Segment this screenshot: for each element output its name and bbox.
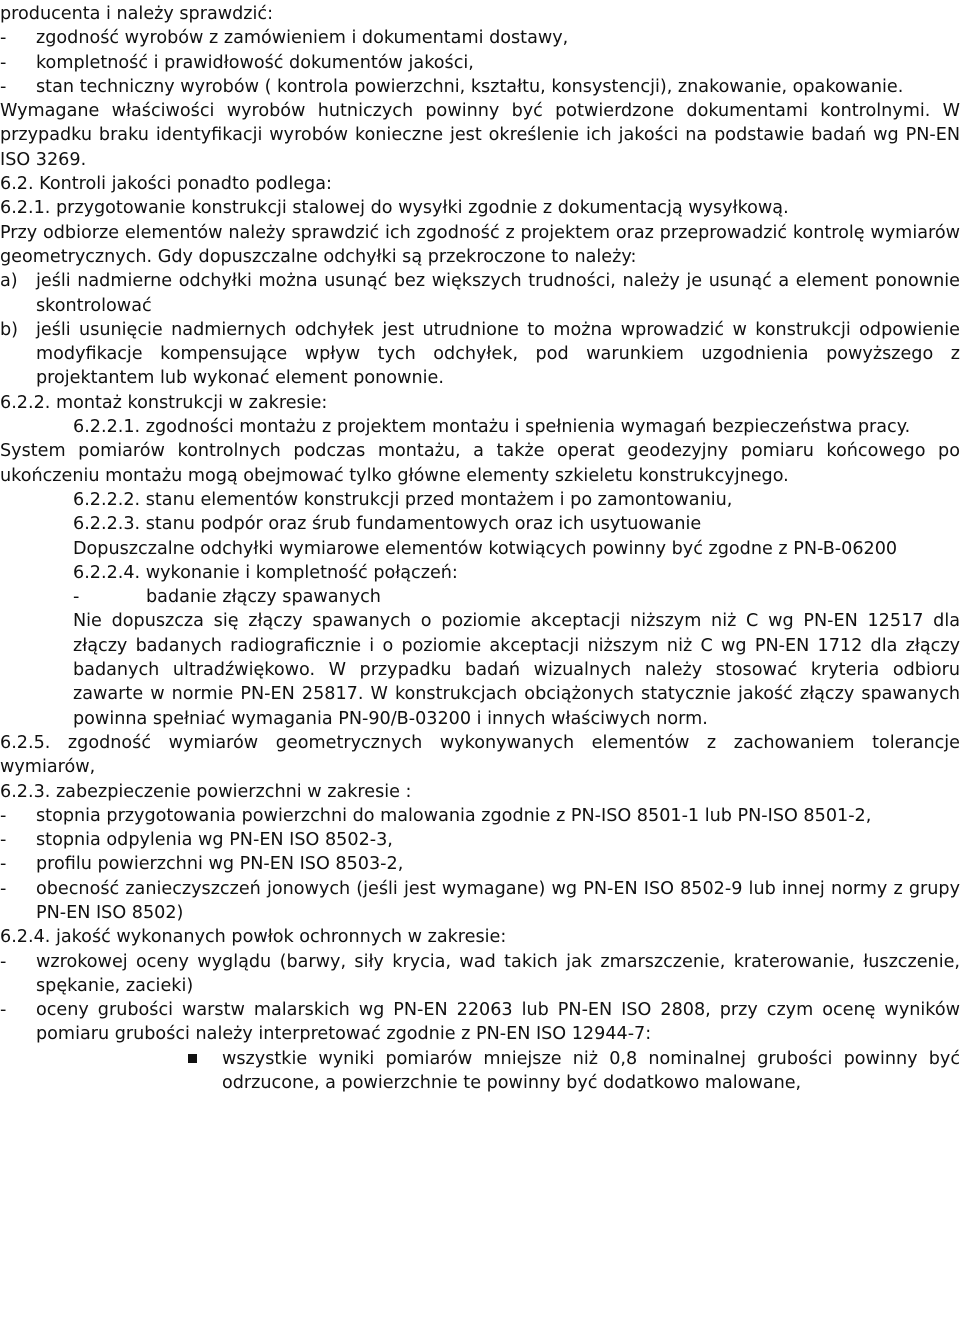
list-marker: a) bbox=[0, 271, 18, 292]
list-dash: - bbox=[0, 830, 7, 851]
paragraph-properties: Wymagane właściwości wyrobów hutniczych powinny być potwierdzone dokumentami kontrolnymi. W przypadku braku identyfikacji wyrobów konieczne jest określenie ich jakości na podstawie badań wg PN-EN ISO 3269. bbox=[0, 101, 960, 170]
list-item-text: kompletność i prawidłowość dokumentów jakości, bbox=[36, 52, 474, 73]
list-item-text: stopnia odpylenia wg PN-EN ISO 8502-3, bbox=[36, 830, 393, 851]
paragraph-6-2-5: 6.2.5. zgodność wymiarów geometrycznych wykonywanych elementów z zachowaniem tolerancje wymiarów, bbox=[0, 732, 960, 778]
list-item-text: badanie złączy spawanych bbox=[146, 587, 381, 608]
list-item-text: zgodność wyrobów z zamówieniem i dokumentami dostawy, bbox=[36, 28, 569, 49]
list-item bbox=[0, 75, 960, 99]
list-item-text: oceny grubości warstw malarskich wg PN-EN 22063 lub PN-EN ISO 2808, przy czym ocenę wyników pomiaru grubości należy interpretować zgodnie z PN-EN ISO 12944-7: bbox=[36, 1000, 960, 1045]
list-item-text: jeśli usunięcie nadmiernych odchyłek jest utrudnione to można wprowadzić w konstrukcji odpowienie modyfikacje kompensujące wpływ tych odchyłek, pod warunkiem uzgodnienia powyższego z projektantem lub wykonać element ponownie. bbox=[36, 319, 960, 389]
list-item bbox=[0, 269, 960, 318]
list-item-text: stan techniczny wyrobów ( kontrola powierzchni, kształtu, konsystencji), znakowanie, opakowanie. bbox=[36, 76, 904, 97]
list-dash: - bbox=[0, 854, 7, 875]
paragraph-intro: producenta i należy sprawdzić: bbox=[0, 4, 274, 24]
list-dash: - bbox=[0, 52, 7, 73]
list-item-text: wzrokowej oceny wyglądu (barwy, siły krycia, wad takich jak zmarszczenie, kraterowanie, łuszczenie, spękanie, zacieki) bbox=[36, 951, 960, 996]
list-item bbox=[0, 585, 960, 609]
list-marker: b) bbox=[0, 319, 19, 340]
list-dash: - bbox=[0, 1000, 7, 1021]
list-item bbox=[0, 950, 960, 999]
list-item bbox=[0, 51, 960, 75]
list-dash: - bbox=[0, 951, 7, 972]
section-heading-6-2-4: 6.2.4. jakość wykonanych powłok ochronnych w zakresie: bbox=[0, 927, 507, 948]
section-heading-6-2-3: 6.2.3. zabezpieczenie powierzchni w zakresie : bbox=[0, 781, 412, 802]
list-item bbox=[0, 318, 960, 391]
paragraph-anchors: Dopuszczalne odchyłki wymiarowe elementów kotwiących powinny być zgodne z PN-B-06200 bbox=[73, 538, 898, 559]
list-dash: - bbox=[0, 76, 7, 97]
paragraph-6-2-2-2: 6.2.2.2. stanu elementów konstrukcji przed montażem i po zamontowaniu, bbox=[73, 489, 733, 510]
paragraph-6-2-2-4: 6.2.2.4. wykonanie i kompletność połączeń: bbox=[73, 562, 458, 583]
section-heading-6-2-1: 6.2.1. przygotowanie konstrukcji stalowej do wysyłki zgodnie z dokumentacją wysyłkową. bbox=[0, 198, 789, 219]
list-item bbox=[0, 804, 960, 828]
list-item-text: wszystkie wyniki pomiarów mniejsze niż 0,8 nominalnej grubości powinny być odrzucone, a powierzchnie te powinny być dodatkowo malowane, bbox=[222, 1048, 960, 1094]
list-item-text: jeśli nadmierne odchyłki można usunąć bez większych trudności, należy je usunąć a element ponownie skontrolować bbox=[36, 271, 960, 316]
list-item bbox=[0, 877, 960, 926]
section-heading-6-2-2: 6.2.2. montaż konstrukcji w zakresie: bbox=[0, 392, 328, 413]
list-item-text: stopnia przygotowania powierzchni do malowania zgodnie z PN-ISO 8501-1 lub PN-ISO 8501-2, bbox=[36, 805, 872, 826]
paragraph-measurements: System pomiarów kontrolnych podczas montażu, a także operat geodezyjny pomiaru końcowego po ukończeniu montażu mogą obejmować tylko główne elementy szkieletu konstrukcyjnego. bbox=[0, 441, 960, 486]
paragraph-acceptance: Przy odbiorze elementów należy sprawdzić ich zgodność z projektem oraz przeprowadzić kontrolę wymiarów geometrycznych. Gdy dopuszczalne odchyłki są przekroczone to należy: bbox=[0, 222, 960, 267]
list-item-text: profilu powierzchni wg PN-EN ISO 8503-2, bbox=[36, 854, 404, 875]
list-dash: - bbox=[0, 805, 7, 826]
list-item-text: obecność zanieczyszczeń jonowych (jeśli jest wymagane) wg PN-EN ISO 8502-9 lub innej normy z grupy PN-EN ISO 8502) bbox=[36, 878, 960, 923]
list-dash: - bbox=[0, 28, 7, 49]
section-heading-6-2: 6.2. Kontroli jakości ponadto podlega: bbox=[0, 174, 332, 195]
list-item bbox=[0, 26, 960, 50]
paragraph-6-2-2-3: 6.2.2.3. stanu podpór oraz śrub fundamentowych oraz ich usytuowanie bbox=[73, 514, 702, 535]
list-dash: - bbox=[73, 587, 80, 608]
list-item bbox=[0, 828, 960, 852]
list-item bbox=[0, 852, 960, 876]
paragraph-welds: Nie dopuszcza się złączy spawanych o poziomie akceptacji niższym niż C wg PN-EN 12517 dla złączy badanych radiograficznie i o poziomie akceptacji niższym niż C wg PN-EN 1712 dla złączy badanych ultradźwiękowo. W przypadku badań wizualnych należy stosować kryteria odbioru zawarte w normie PN-EN 25817. W konstrukcjach obciążonych statycznie jakość złączy spawanych powinna spełniać wymagania PN-90/B-03200 i innych właściwych norm. bbox=[73, 611, 960, 729]
paragraph-6-2-2-1: 6.2.2.1. zgodności montażu z projektem montażu i spełnienia wymagań bezpieczeństwa pracy. bbox=[73, 417, 911, 438]
list-dash: - bbox=[0, 878, 7, 899]
list-item bbox=[0, 1047, 960, 1096]
list-item bbox=[0, 998, 960, 1047]
